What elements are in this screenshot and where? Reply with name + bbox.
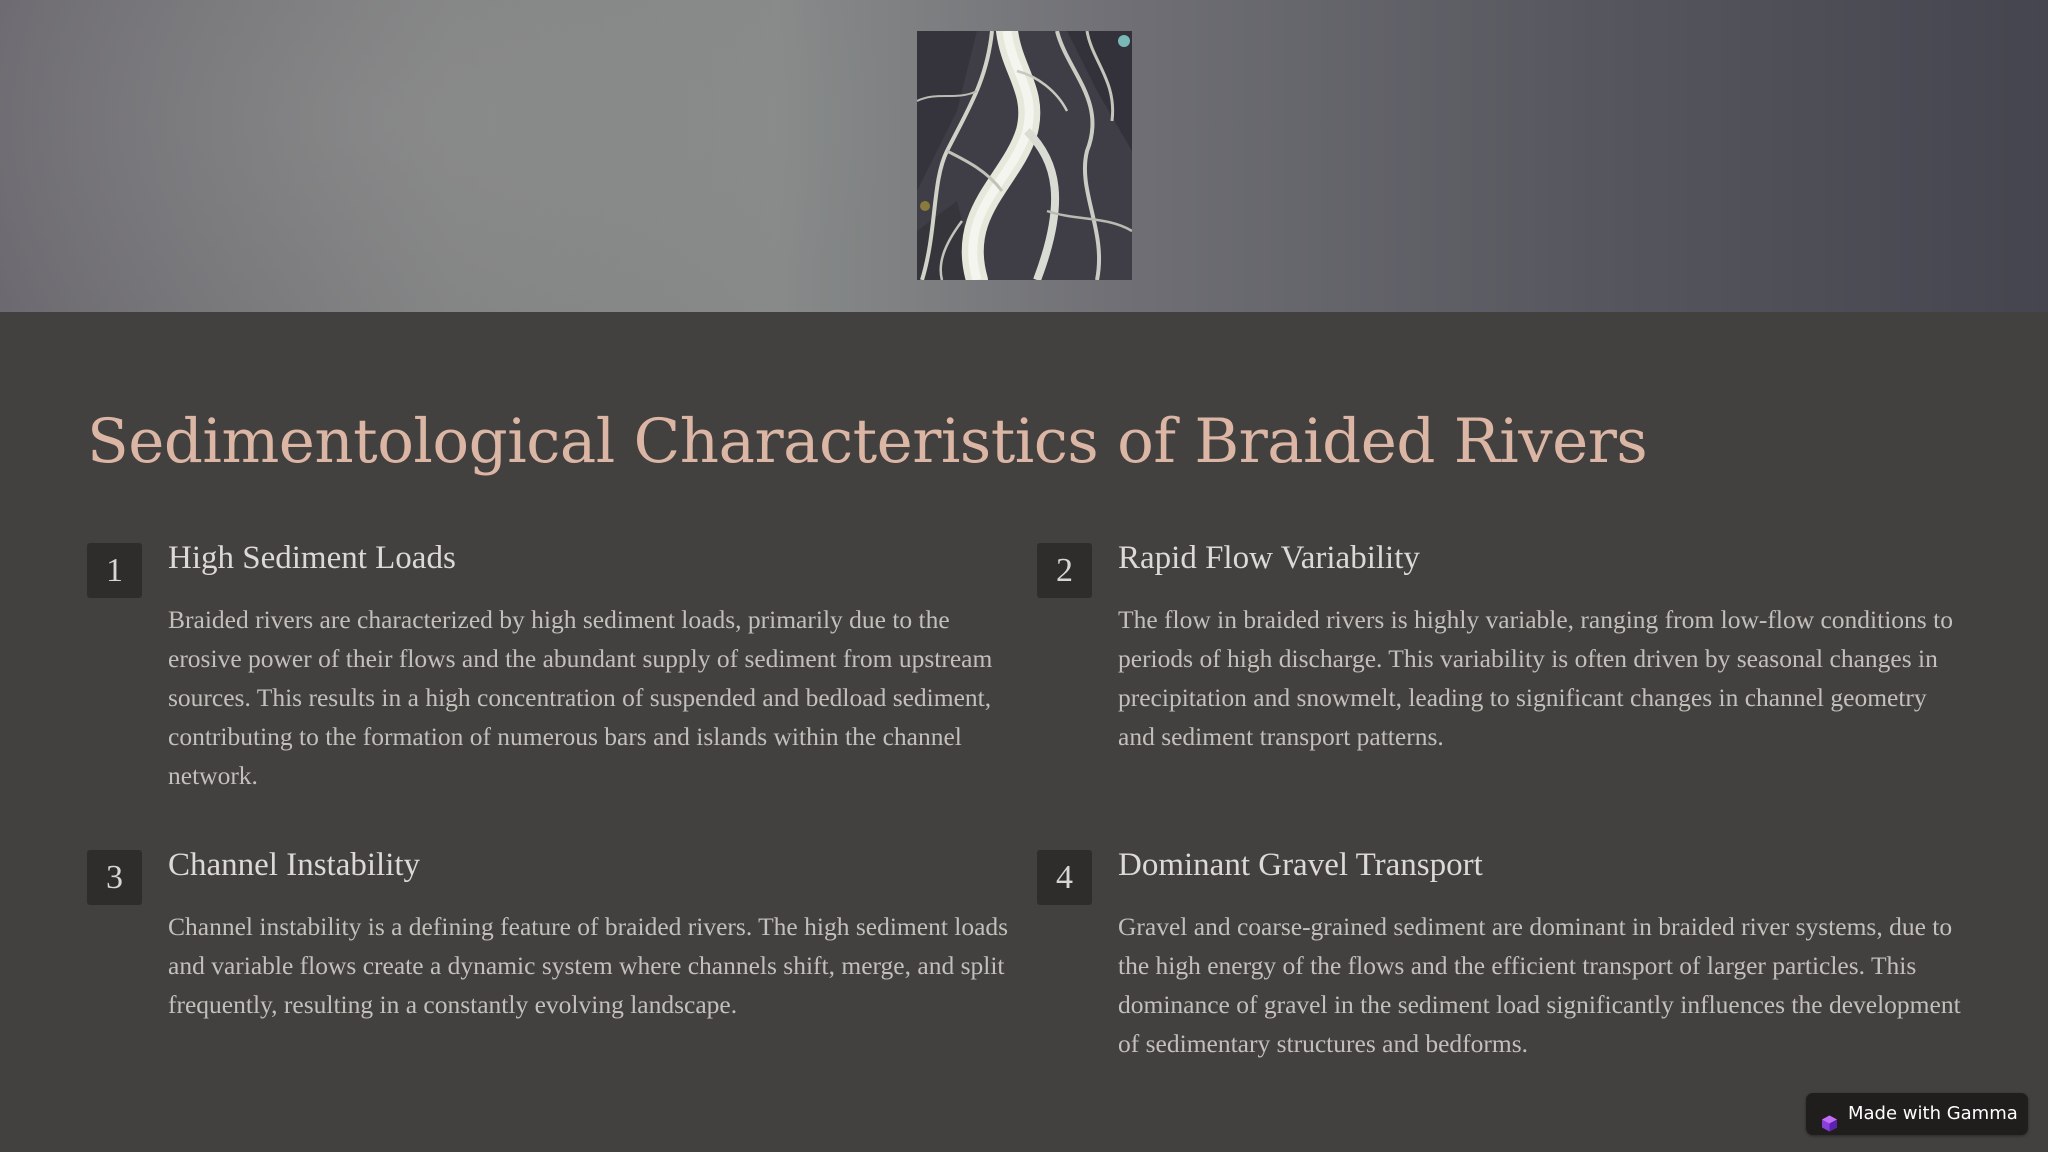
page-title: Sedimentological Characteristics of Braided Rivers xyxy=(87,406,1648,477)
braided-river-aerial-photo xyxy=(917,31,1132,280)
made-with-gamma-button[interactable] xyxy=(1806,1093,2028,1135)
card-number: 4 xyxy=(1037,850,1092,905)
card-heading: Channel Instability xyxy=(168,847,421,883)
card-text: Channel instability is a defining feature of braided rivers. The high sediment loads and variable flows create a dynamic system where channels shift, merge, and split frequently, resulting in a constantly evolving landscape. xyxy=(168,912,1009,1019)
card-heading: High Sediment Loads xyxy=(168,540,456,576)
card-text: Gravel and coarse-grained sediment are dominant in braided river systems, due to the high energy of the flows and the efficient transport of larger particles. This dominance of gravel in the sediment load significantly influences the development of sedimentary structures and bedforms. xyxy=(1118,912,1961,1058)
card-number: 3 xyxy=(87,850,142,905)
card-number: 1 xyxy=(87,543,142,598)
gamma-logo-icon xyxy=(1821,1106,1838,1123)
card-text: Braided rivers are characterized by high sediment loads, primarily due to the erosive power of their flows and the abundant supply of sediment from upstream sources. This results in a high concentration of suspended and bedload sediment, contributing to the formation of numerous bars and islands within the channel network. xyxy=(168,605,993,790)
hero-banner xyxy=(0,0,2048,312)
card-number: 2 xyxy=(1037,543,1092,598)
card-heading: Rapid Flow Variability xyxy=(1118,540,1420,576)
card-heading: Dominant Gravel Transport xyxy=(1118,847,1483,883)
card-text: The flow in braided rivers is highly variable, ranging from low-flow conditions to periods of high discharge. This variability is often driven by seasonal changes in precipitation and snowmelt, leading to significant changes in channel geometry and sediment transport patterns. xyxy=(1118,605,1953,751)
badge-label: Made with Gamma xyxy=(1848,1103,2018,1124)
